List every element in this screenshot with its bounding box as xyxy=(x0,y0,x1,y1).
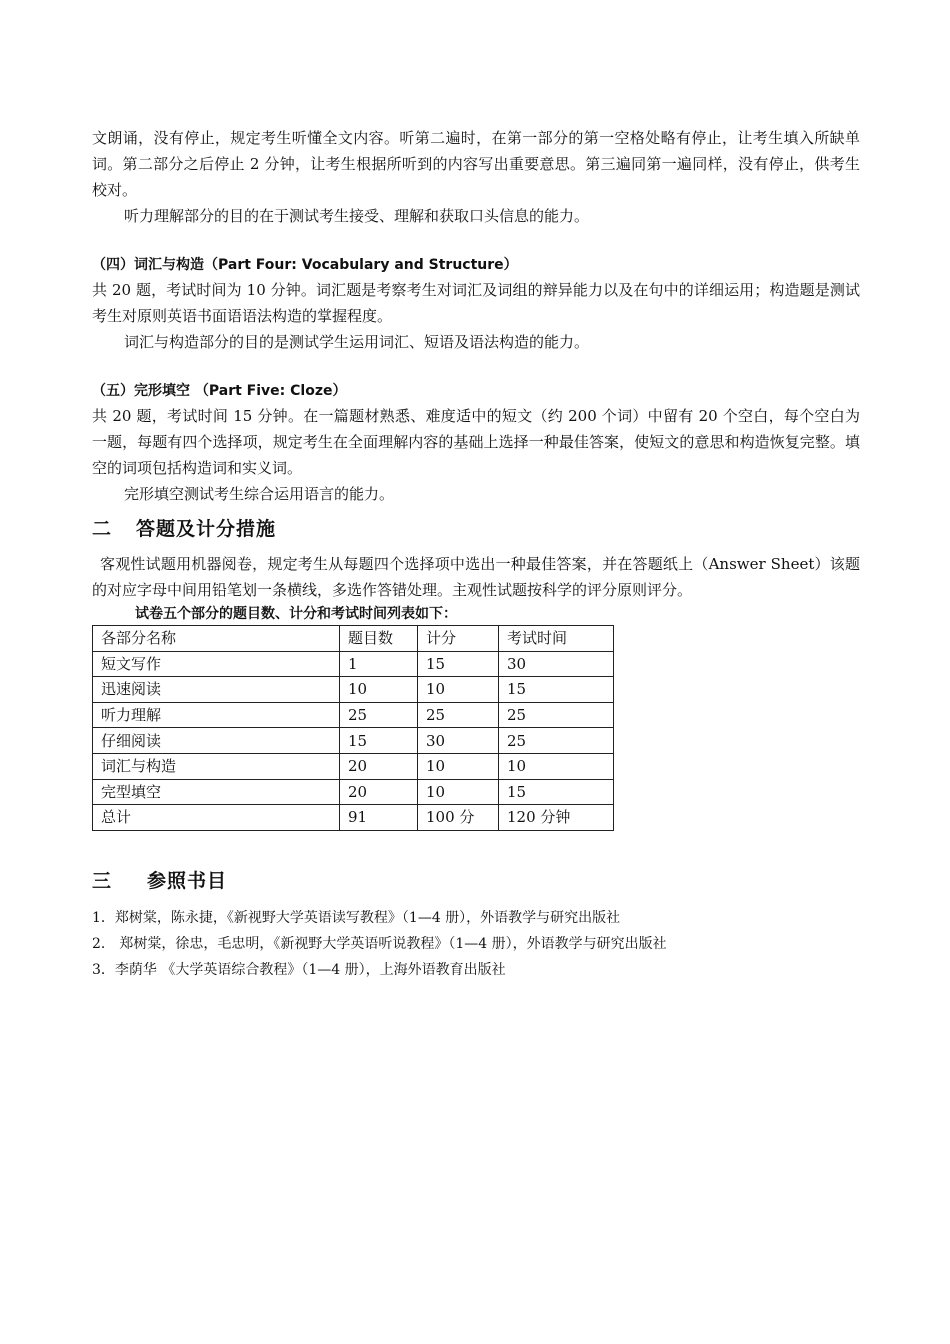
table-row xyxy=(93,779,614,805)
table-cell: 15 xyxy=(340,728,418,754)
listening-purpose: 听力理解部分的目的在于测试考生接受、理解和获取口头信息的能力。 xyxy=(124,207,590,225)
part-four-heading: （四）词汇与构造（Part Four: Vocabulary and Structure） xyxy=(92,257,518,273)
table-caption: 试卷五个部分的题目数、计分和考试时间列表如下： xyxy=(135,606,457,622)
document-page xyxy=(92,125,860,983)
table-cell: 15 xyxy=(418,651,499,677)
header-cell: 计分 xyxy=(418,626,499,652)
table-cell: 仔细阅读 xyxy=(93,728,340,754)
table-header-row xyxy=(93,626,614,652)
section-two-title: 答题及计分措施 xyxy=(136,518,277,540)
table-cell: 25 xyxy=(418,702,499,728)
table-row xyxy=(93,677,614,703)
section-three-number: 三 xyxy=(92,869,113,892)
listening-description: 文朗诵，没有停止，规定考生听懂全文内容。听第二遍时，在第一部分的第一空格处略有停止，让考生填入所缺单词。第二部分之后停止 2 分钟，让考生根据所听到的内容写出重要意思。第三遍同第一遍同样，没有停止，供考生校对。 xyxy=(92,129,860,199)
table-cell: 30 xyxy=(418,728,499,754)
scoring-description: 客观性试题用机器阅卷，规定考生从每题四个选择项中选出一种最佳答案，并在答题纸上（Answer Sheet）该题的对应字母中间用铅笔划一条横线，多选作答错处理。主观性试题按科学的评分原则评分。 xyxy=(92,555,860,599)
table-cell: 20 xyxy=(340,753,418,779)
table-cell: 听力理解 xyxy=(93,702,340,728)
table-cell: 15 xyxy=(499,677,614,703)
table-cell: 25 xyxy=(499,702,614,728)
table-cell: 10 xyxy=(499,753,614,779)
header-cell: 各部分名称 xyxy=(93,626,340,652)
table-row xyxy=(93,728,614,754)
section-two-heading xyxy=(92,515,860,543)
table-total-row xyxy=(93,805,614,831)
table-cell: 10 xyxy=(418,677,499,703)
part-four-purpose: 词汇与构造部分的目的是测试学生运用词汇、短语及语法构造的能力。 xyxy=(124,333,590,351)
section-three-title: 参照书目 xyxy=(147,869,228,892)
part-five-description: 共 20 题，考试时间 15 分钟。在一篇题材熟悉、难度适中的短文（约 200 个词）中留有 20 个空白，每个空白为一题，每题有四个选择项，规定考生在全面理解内容的基础上选择一种最佳答案，使短文的意思和构造恢复完整。填空的词项包括构造词和实义词。 xyxy=(92,407,860,477)
part-five-purpose: 完形填空测试考生综合运用语言的能力。 xyxy=(124,485,395,503)
table-cell: 短文写作 xyxy=(93,651,340,677)
exam-parts-table xyxy=(92,625,614,831)
table-cell: 词汇与构造 xyxy=(93,753,340,779)
table-cell: 25 xyxy=(499,728,614,754)
table-cell: 100 分 xyxy=(418,805,499,831)
table-cell: 25 xyxy=(340,702,418,728)
section-three-heading xyxy=(92,867,860,895)
table-cell: 91 xyxy=(340,805,418,831)
table-cell: 10 xyxy=(418,753,499,779)
reference-item: 2． 郑树棠，徐忠，毛忠明，《新视野大学英语听说教程》（1—4 册），外语教学与研究出版社 xyxy=(92,935,667,952)
part-four-description: 共 20 题，考试时间为 10 分钟。词汇题是考察考生对词汇及词组的辩异能力以及在句中的详细运用；构造题是测试考生对原则英语书面语语法构造的掌握程度。 xyxy=(92,281,860,325)
table-row xyxy=(93,702,614,728)
table-row xyxy=(93,753,614,779)
header-cell: 题目数 xyxy=(340,626,418,652)
table-cell: 迅速阅读 xyxy=(93,677,340,703)
table-cell: 20 xyxy=(340,779,418,805)
table-cell: 15 xyxy=(499,779,614,805)
section-two-number: 二 xyxy=(92,518,113,540)
reference-item: 3．李荫华 《大学英语综合教程》（1—4 册），上海外语教育出版社 xyxy=(92,961,506,978)
table-cell: 总计 xyxy=(93,805,340,831)
reference-item: 1．郑树棠，陈永捷，《新视野大学英语读写教程》（1—4 册），外语教学与研究出版社 xyxy=(92,909,621,926)
table-cell: 120 分钟 xyxy=(499,805,614,831)
table-cell: 完型填空 xyxy=(93,779,340,805)
table-cell: 10 xyxy=(340,677,418,703)
part-five-heading: （五）完形填空 （Part Five: Cloze） xyxy=(92,383,347,399)
table-cell: 1 xyxy=(340,651,418,677)
header-cell: 考试时间 xyxy=(499,626,614,652)
table-row xyxy=(93,651,614,677)
table-cell: 30 xyxy=(499,651,614,677)
table-cell: 10 xyxy=(418,779,499,805)
